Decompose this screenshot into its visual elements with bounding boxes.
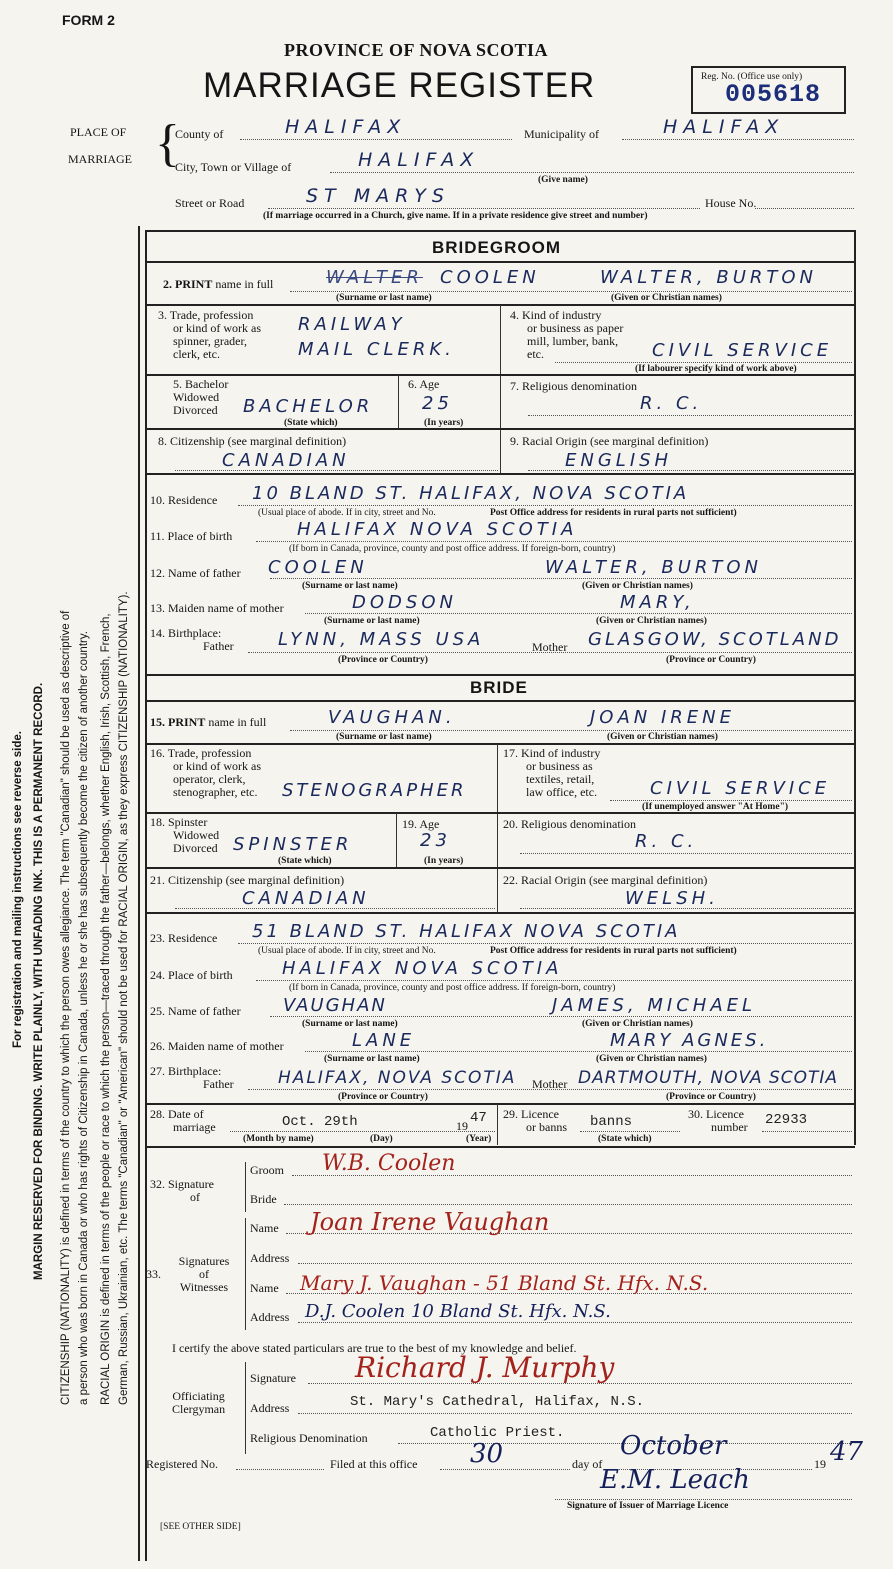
groom-given: WALTER, BURTON xyxy=(600,267,817,288)
caption: (Day) xyxy=(370,1134,393,1144)
bride-residence: 51 BLAND ST. HALIFAX NOVA SCOTIA xyxy=(252,921,681,942)
f19-label: 19. Age xyxy=(402,817,440,831)
place-label: PLACE OF xyxy=(70,125,127,139)
f23-label: 23. Residence xyxy=(150,931,218,945)
witness-name: Mary J. Vaughan - 51 Bland St. Hfx. N.S. xyxy=(300,1271,709,1295)
licence-number: 22933 xyxy=(765,1112,808,1128)
bride-label: Bride xyxy=(250,1192,277,1206)
bride-heading: BRIDE xyxy=(470,678,528,697)
city-label: City, Town or Village of xyxy=(175,160,292,174)
f12-label: 12. Name of father xyxy=(150,566,241,580)
bride-given: JOAN IRENE xyxy=(590,707,736,728)
bride-racial: WELSH. xyxy=(625,888,719,909)
marriage-date: Oct. 29th xyxy=(282,1114,358,1130)
f7-label: 7. Religious denomination xyxy=(510,379,637,393)
groom-residence: 10 BLAND ST. HALIFAX, NOVA SCOTIA xyxy=(252,483,690,504)
f16-label: 16. Trade, profession or kind of work as operator, clerk, stenographer, etc. xyxy=(150,746,261,799)
house-label: House No. xyxy=(705,196,757,210)
bride-father-surname: VAUGHAN xyxy=(283,995,387,1016)
caption: (Province or Country) xyxy=(666,655,756,665)
street-value: ST MARYS xyxy=(306,185,450,207)
clergy-signature: Richard J. Murphy xyxy=(355,1351,615,1384)
f28-label: 28. Date of marriage xyxy=(150,1107,216,1134)
groom-age: 25 xyxy=(422,393,453,414)
caption: (Province or Country) xyxy=(338,655,428,665)
f13-label: 13. Maiden name of mother xyxy=(150,601,284,615)
caption: (Surname or last name) xyxy=(302,581,398,591)
f15-label: 15. PRINT name in full xyxy=(150,715,267,729)
bride-citizenship: CANADIAN xyxy=(242,888,370,909)
document-title: MARRIAGE REGISTER xyxy=(203,66,596,105)
filed-label: Filed at this office xyxy=(330,1457,418,1471)
f24-label: 24. Place of birth xyxy=(150,968,233,982)
groom-birthplace: HALIFAX NOVA SCOTIA xyxy=(297,519,578,540)
caption: Post Office address for residents in rural parts not sufficient) xyxy=(490,508,737,518)
witness1-address-label: Address xyxy=(250,1251,290,1265)
groom-father-birthplace: LYNN, MASS USA xyxy=(278,629,485,650)
caption: (Month by name) xyxy=(243,1134,314,1144)
witness1-name-label: Name xyxy=(250,1221,279,1235)
caption: (Surname or last name) xyxy=(336,732,432,742)
caption: (Given or Christian names) xyxy=(611,293,722,303)
f8-label: 8. Citizenship (see marginal definition) xyxy=(158,434,347,448)
marriage-label: MARRIAGE xyxy=(68,152,133,166)
f27-label: 27. Birthplace: Father xyxy=(150,1064,234,1091)
groom-signature: W.B. Coolen xyxy=(322,1151,456,1176)
groom-mother-surname: DODSON xyxy=(352,592,457,613)
caption: Post Office address for residents in rural parts not sufficient) xyxy=(490,946,737,956)
mother-label: Mother xyxy=(532,1077,568,1091)
groom-industry: CIVIL SERVICE xyxy=(652,340,833,361)
form-number: FORM 2 xyxy=(62,12,115,28)
bride-religion: R. C. xyxy=(635,831,698,852)
caption: (In years) xyxy=(424,856,464,866)
caption: (Surname or last name) xyxy=(302,1019,398,1029)
f22-label: 22. Racial Origin (see marginal definition) xyxy=(503,873,708,887)
province-heading: PROVINCE OF NOVA SCOTIA xyxy=(284,40,549,60)
caption: (State which) xyxy=(284,418,338,428)
bride-signature: Joan Irene Vaughan xyxy=(310,1208,550,1236)
caption: (Given or Christian names) xyxy=(607,732,718,742)
bride-industry: CIVIL SERVICE xyxy=(650,778,831,799)
clergy-signature-label: Signature xyxy=(250,1371,296,1385)
f4-label: 4. Kind of industry or business as paper mill, lumber, bank, etc. xyxy=(510,308,624,361)
bride-trade: STENOGRAPHER xyxy=(282,780,467,801)
brace: { xyxy=(155,115,180,172)
bride-mother-surname: LANE xyxy=(352,1030,416,1051)
caption: (Province or Country) xyxy=(338,1092,428,1102)
municipality-value: HALIFAX xyxy=(663,116,785,138)
county-value: HALIFAX xyxy=(285,116,407,138)
see-other-side: [SEE OTHER SIDE] xyxy=(160,1522,241,1532)
caption: (If born in Canada, province, county and post office address. If foreign-born, country) xyxy=(289,544,616,554)
street-label: Street or Road xyxy=(175,196,245,210)
groom-religion: R. C. xyxy=(640,393,703,414)
city-value: HALIFAX xyxy=(358,149,480,171)
caption: (State which) xyxy=(278,856,332,866)
margin-citizenship-2: a person who was born in Canada or who has rights of Citizenship in Canada, unless he or she has subsequently become the citizen of another country. xyxy=(78,631,90,1405)
groom-mother-birthplace: GLASGOW, SCOTLAND xyxy=(588,629,842,650)
struck-name: WALTER xyxy=(326,267,423,288)
f32-label: 32. Signature of xyxy=(150,1177,214,1204)
caption: (Usual place of abode. If in city, street and No. xyxy=(258,508,436,518)
f10-label: 10. Residence xyxy=(150,493,218,507)
bride-father-given: JAMES, MICHAEL xyxy=(552,995,757,1016)
margin-citizenship-1: CITIZENSHIP (NATIONALITY) is defined in terms of the country to which the person owes allegiance. The term "Canadian" should be used as descriptive of xyxy=(60,610,72,1405)
caption: (Year) xyxy=(466,1134,492,1144)
f30-label: 30. Licence number xyxy=(688,1107,748,1134)
margin-racial-2: German, Russian, Ukrainian, etc. The terms "Canadian" or "American" should not be used for RACIAL ORIGIN, as they express CITIZENSHIP (NATIONALITY). xyxy=(118,591,130,1405)
groom-status: BACHELOR xyxy=(243,396,374,417)
bride-mother-given: MARY AGNES. xyxy=(610,1030,769,1051)
margin-racial-1: RACIAL ORIGIN is defined in terms of the people or race to which the person—traced through the father—belongs, whether English, Irish, Scottish, French, xyxy=(100,613,112,1405)
f33-num: 33. xyxy=(146,1267,161,1281)
caption: (If labourer specify kind of work above) xyxy=(635,364,797,374)
caption: (In years) xyxy=(424,418,464,428)
f2-label: 2. PRINT name in full xyxy=(163,277,274,291)
bridegroom-heading: BRIDEGROOM xyxy=(432,238,561,257)
marriage-year: 47 xyxy=(470,1110,487,1126)
witness2-address-label: Address xyxy=(250,1310,290,1324)
f5-label: 5. Bachelor Widowed Divorced xyxy=(173,377,229,417)
clergy-denomination-label: Religious Denomination xyxy=(250,1431,368,1445)
caption: (Province or Country) xyxy=(666,1092,756,1102)
bride-mother-birthplace: DARTMOUTH, NOVA SCOTIA xyxy=(578,1068,839,1088)
filed-month: October xyxy=(620,1431,727,1461)
caption: (Given or Christian names) xyxy=(596,1054,707,1064)
bride-surname: VAUGHAN. xyxy=(328,707,456,728)
f6-label: 6. Age xyxy=(408,377,440,391)
reg-number-box xyxy=(691,66,846,114)
witness-address: D.J. Coolen 10 Bland St. Hfx. N.S. xyxy=(305,1301,611,1322)
day-of-label: day of xyxy=(572,1457,603,1471)
groom-father-given: WALTER, BURTON xyxy=(545,557,762,578)
filed-day: 30 xyxy=(470,1439,504,1469)
issuer-caption: Signature of Issuer of Marriage Licence xyxy=(567,1501,729,1511)
clergy-address-label: Address xyxy=(250,1401,290,1415)
street-note: (If marriage occurred in a Church, give name. If in a private residence give street and number) xyxy=(263,211,648,221)
caption: (Surname or last name) xyxy=(324,1054,420,1064)
caption: (If unemployed answer "At Home") xyxy=(642,802,789,812)
caption: (If born in Canada, province, county and post office address. If foreign-born, country) xyxy=(289,983,616,993)
year-prefix: 19 xyxy=(456,1119,468,1133)
f14-label: 14. Birthplace: Father xyxy=(150,626,234,653)
give-name-caption: (Give name) xyxy=(538,175,588,185)
f25-label: 25. Name of father xyxy=(150,1004,241,1018)
caption: (Usual place of abode. If in city, street and No. xyxy=(258,946,436,956)
groom-racial: ENGLISH xyxy=(565,450,673,471)
bride-status: SPINSTER xyxy=(233,834,353,855)
county-label: County of xyxy=(175,127,224,141)
groom-surname: COOLEN xyxy=(440,267,540,288)
licence-or-banns: banns xyxy=(590,1114,633,1130)
clergy-denomination: Catholic Priest. xyxy=(430,1425,565,1441)
f9-label: 9. Racial Origin (see marginal definition) xyxy=(510,434,709,448)
bride-age: 23 xyxy=(420,830,451,851)
f20-label: 20. Religious denomination xyxy=(503,817,636,831)
f18-label: 18. Spinster Widowed Divorced xyxy=(150,815,220,855)
reg-number-label: Reg. No. (Office use only) xyxy=(701,72,803,82)
f33-label: Signatures of Witnesses xyxy=(178,1254,230,1294)
bride-father-birthplace: HALIFAX, NOVA SCOTIA xyxy=(278,1068,517,1088)
groom-mother-given: MARY, xyxy=(620,592,695,613)
f17-label: 17. Kind of industry or business as textiles, retail, law office, etc. xyxy=(503,746,601,799)
groom-trade-1: RAILWAY xyxy=(298,314,406,335)
clergy-address: St. Mary's Cathedral, Halifax, N.S. xyxy=(350,1394,645,1410)
margin-instructions: For registration and mailing instructions see reverse side. xyxy=(12,731,24,1048)
f26-label: 26. Maiden name of mother xyxy=(150,1039,284,1053)
f21-label: 21. Citizenship (see marginal definition) xyxy=(150,873,345,887)
groom-father-surname: COOLEN xyxy=(268,557,368,578)
issuer-signature: E.M. Leach xyxy=(600,1465,750,1495)
caption: (Given or Christian names) xyxy=(582,581,693,591)
clergy-label: Officiating Clergyman xyxy=(172,1389,226,1416)
municipality-label: Municipality of xyxy=(524,127,599,141)
mother-label: Mother xyxy=(532,640,568,654)
f11-label: 11. Place of birth xyxy=(150,529,233,543)
bride-birthplace: HALIFAX NOVA SCOTIA xyxy=(282,958,563,979)
groom-label: Groom xyxy=(250,1163,284,1177)
caption: (Given or Christian names) xyxy=(596,616,707,626)
caption: (Given or Christian names) xyxy=(582,1019,693,1029)
reg-number: 005618 xyxy=(725,80,822,109)
groom-trade-2: MAIL CLERK. xyxy=(298,339,455,360)
caption: (Surname or last name) xyxy=(324,616,420,626)
groom-citizenship: CANADIAN xyxy=(222,450,350,471)
filed-year-prefix: 19 xyxy=(814,1457,826,1471)
f3-label: 3. Trade, profession or kind of work as spinner, grader, clerk, etc. xyxy=(158,308,261,361)
caption: (State which) xyxy=(598,1134,652,1144)
filed-year: 47 xyxy=(830,1437,864,1467)
witness2-name-label: Name xyxy=(250,1281,279,1295)
margin-binding: MARGIN RESERVED FOR BINDING. WRITE PLAINLY, WITH UNFADING INK. THIS IS A PERMANENT RECORD. xyxy=(33,682,45,1280)
registered-label: Registered No. xyxy=(146,1457,218,1471)
caption: (Surname or last name) xyxy=(336,293,432,303)
certify-statement: I certify the above stated particulars are true to the best of my knowledge and belief. xyxy=(172,1341,577,1355)
f29-label: 29. Licence or banns xyxy=(503,1107,567,1134)
